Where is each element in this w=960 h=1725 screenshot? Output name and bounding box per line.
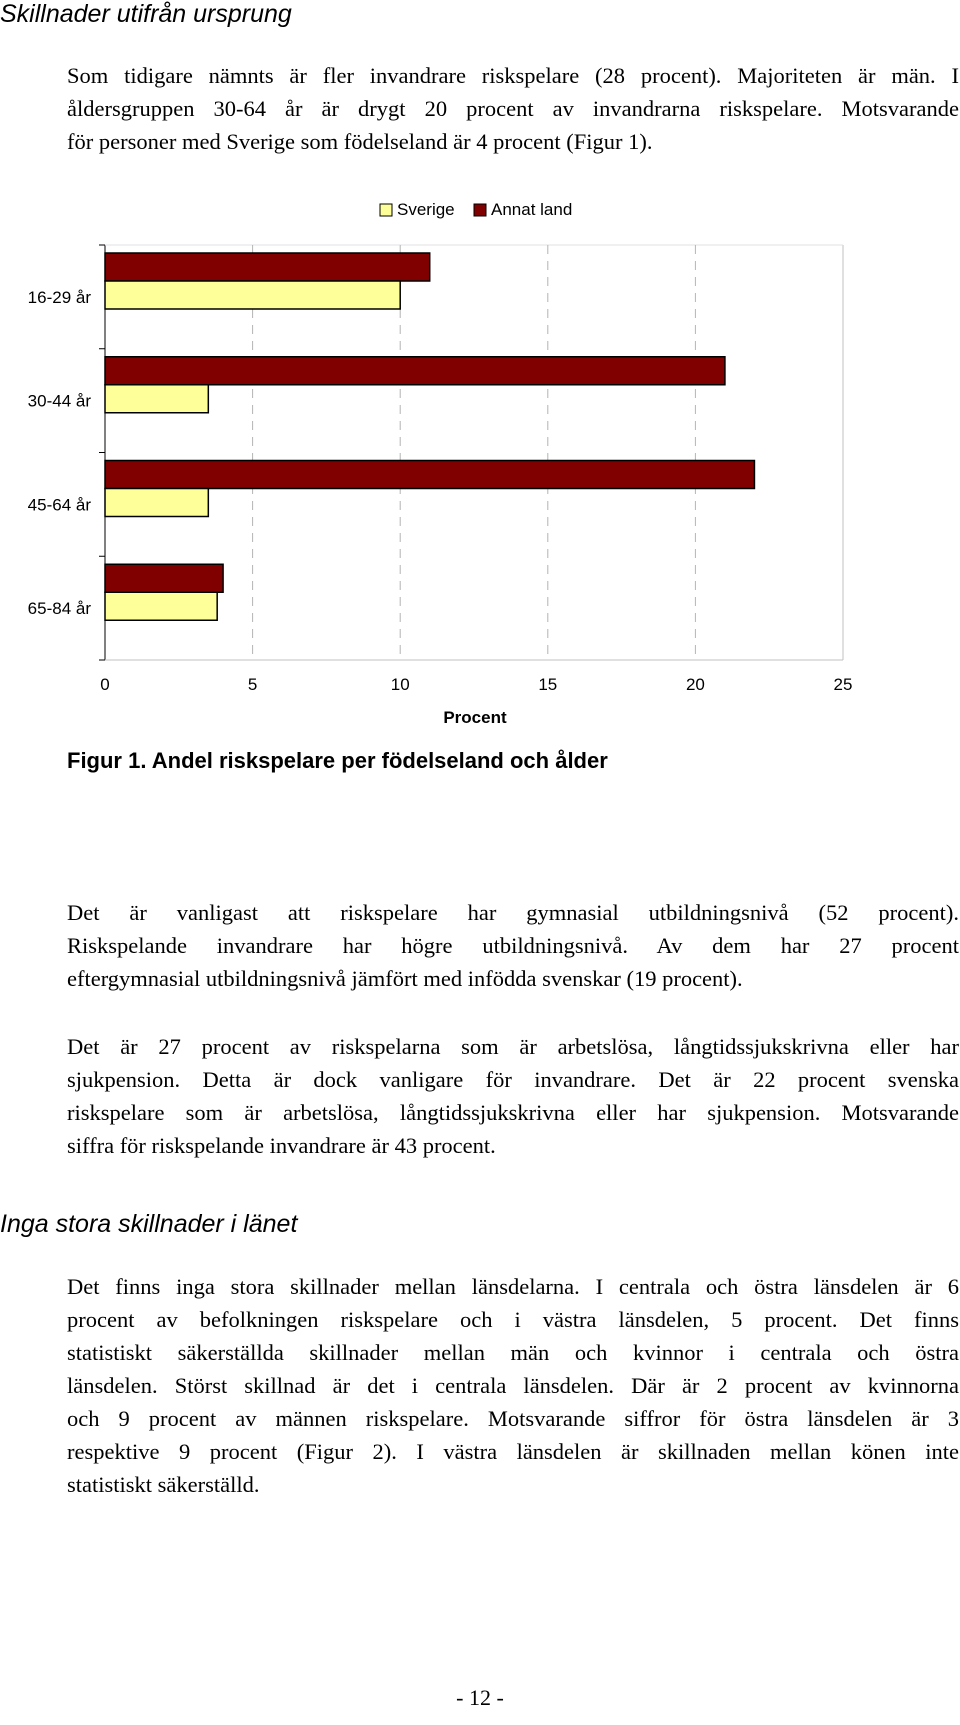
education-line: Det är vanligast att riskspelare har gymnasial utbildningsnivå (52 procent). <box>67 900 959 925</box>
region-paragraph <box>67 1270 959 1501</box>
x-tick-label: 0 <box>100 675 110 694</box>
chart-legend <box>380 200 572 219</box>
region-line: och 9 procent av männen riskspelare. Motsvarande siffror för östra länsdelen är 3 <box>67 1406 959 1431</box>
chart-y-axis <box>28 245 105 660</box>
education-paragraph <box>67 896 959 995</box>
chart-x-axis <box>100 675 852 727</box>
bar-sverige <box>105 489 208 517</box>
bar-annat-land <box>105 461 754 489</box>
employment-paragraph <box>67 1030 959 1162</box>
intro-line: Som tidigare nämnts är fler invandrare riskspelare (28 procent). Majoriteten är män. I <box>67 63 959 88</box>
region-line: procent av befolkningen riskspelare och i västra länsdelen, 5 procent. Det finns <box>67 1307 959 1332</box>
x-tick-label: 5 <box>247 675 258 694</box>
education-line: Riskspelande invandrare har högre utbildningsnivå. Av dem har 27 procent <box>67 933 959 958</box>
x-tick-label: 10 <box>390 675 410 694</box>
section-heading-lanet: Inga stora skillnader i länet <box>0 1210 298 1238</box>
legend-label: Sverige <box>397 200 455 219</box>
employment-line: siffra för riskspelande invandrare är 43 procent. <box>67 1133 496 1158</box>
legend-swatch-sverige <box>380 204 392 216</box>
bar-annat-land <box>105 564 223 592</box>
category-label: 30-44 år <box>27 391 91 411</box>
x-tick-label: 20 <box>685 675 705 694</box>
region-line: statistiskt säkerställda skillnader mellan män och kvinnor i centrala och östra <box>67 1340 959 1365</box>
bar-annat-land <box>105 357 725 385</box>
bar-annat-land <box>105 253 430 281</box>
x-tick-label: 25 <box>833 675 853 694</box>
category-label: 16-29 år <box>27 287 91 307</box>
category-label: 45-64 år <box>27 495 91 515</box>
education-line: eftergymnasial utbildningsnivå jämfört med infödda svenskar (19 procent). <box>67 966 743 991</box>
legend-label: Annat land <box>491 200 573 219</box>
region-line: statistiskt säkerställd. <box>67 1472 260 1497</box>
x-tick-label: 15 <box>538 675 558 694</box>
employment-line: sjukpension. Detta är dock vanligare för invandrare. Det är 22 procent svenska <box>67 1067 959 1092</box>
employment-line: riskspelare som är arbetslösa, långtidssjukskrivna eller har sjukpension. Motsvarande <box>67 1100 959 1125</box>
region-line: respektive 9 procent (Figur 2). I västra länsdelen är skillnaden mellan könen inte <box>67 1439 959 1464</box>
employment-line: Det är 27 procent av riskspelarna som är arbetslösa, långtidssjukskrivna eller har <box>67 1034 959 1059</box>
bar-sverige <box>105 592 217 620</box>
figure-caption: Figur 1. Andel riskspelare per födelseland och ålder <box>67 748 608 773</box>
category-label: 65-84 år <box>27 599 91 619</box>
page-number: - 12 - <box>456 1685 504 1710</box>
intro-paragraph <box>67 59 959 158</box>
region-line: länsdelen. Störst skillnad är det i centrala länsdelen. Där är 2 procent av kvinnorna <box>67 1373 959 1398</box>
intro-line: för personer med Sverige som födelseland är 4 procent (Figur 1). <box>67 129 653 154</box>
intro-line: åldersgruppen 30-64 år är drygt 20 procent av invandrarna riskspelare. Motsvarande <box>67 96 959 121</box>
bar-sverige <box>105 281 400 309</box>
x-axis-label: Procent <box>443 708 507 727</box>
legend-swatch-annat-land <box>474 204 486 216</box>
region-line: Det finns inga stora skillnader mellan länsdelarna. I centrala och östra länsdelen är 6 <box>67 1274 959 1299</box>
bar-sverige <box>105 385 208 413</box>
section-heading-ursprung: Skillnader utifrån ursprung <box>0 0 292 28</box>
chart-plot-area <box>105 245 843 660</box>
bar-chart <box>0 195 960 735</box>
